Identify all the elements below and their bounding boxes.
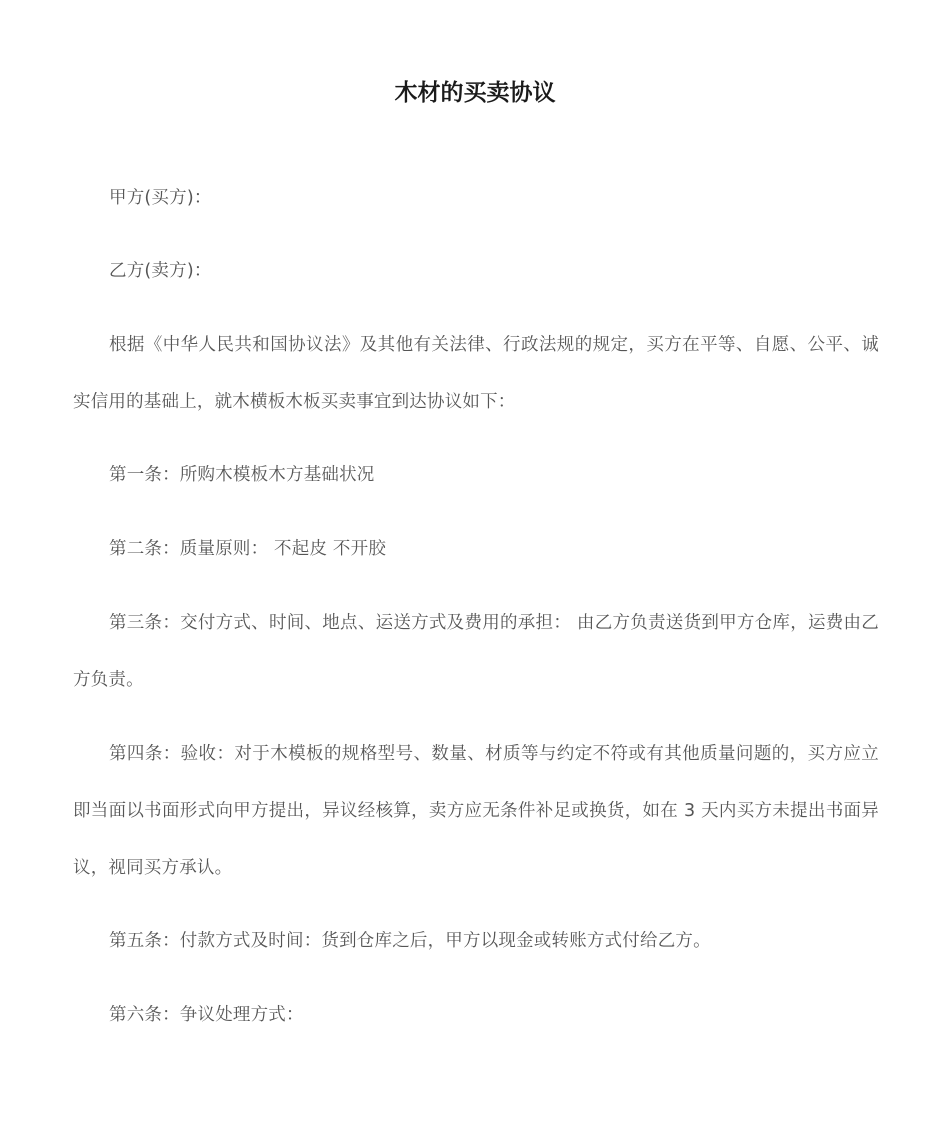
preamble-paragraph: 根据《中华人民共和国协议法》及其他有关法律、行政法规的规定，买方在平等、自愿、公平、诚实信用的基础上，就木横板木板买卖事宜到达协议如下： bbox=[73, 335, 879, 412]
article-1: 第一条：所购木模板木方基础状况 bbox=[109, 465, 375, 485]
party-b-line: 乙方(卖方)： bbox=[109, 261, 212, 281]
party-a-line: 甲方(买方)： bbox=[109, 188, 212, 208]
document-title: 木材的买卖协议 bbox=[394, 80, 556, 106]
article-6: 第六条：争议处理方式： bbox=[109, 1005, 304, 1025]
article-3: 第三条：交付方式、时间、地点、运送方式及费用的承担： 由乙方负责送货到甲方仓库，运费由乙方负责。 bbox=[73, 613, 879, 690]
article-2: 第二条：质量原则： 不起皮 不开胶 bbox=[109, 539, 387, 559]
article-4: 第四条：验收：对于木模板的规格型号、数量、材质等与约定不符或有其他质量问题的，买方应立即当面以书面形式向甲方提出，异议经核算，卖方应无条件补足或换货，如在 3 天内买方未提出书面异议，视同买方承认。 bbox=[73, 744, 879, 878]
article-5: 第五条：付款方式及时间：货到仓库之后，甲方以现金或转账方式付给乙方。 bbox=[109, 931, 711, 951]
